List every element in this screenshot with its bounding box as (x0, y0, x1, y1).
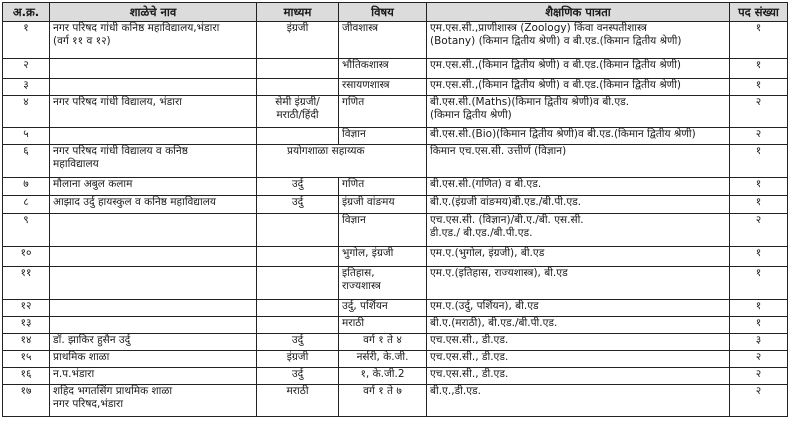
school-line: नगर परिषद गांधी कनिष्ठ महाविद्यालय,भंडारा (53, 22, 220, 34)
medium-cell: उर्दु (257, 196, 339, 214)
table-row (3, 214, 788, 247)
sr-cell: ३ (3, 79, 50, 96)
table-row (3, 300, 788, 317)
subject-cell: इंग्रजी वांङमय (339, 196, 427, 214)
posts-cell: १ (730, 59, 788, 79)
school-cell: आझाद उर्दु हायस्कुल व कनिष्ठ महाविद्यालय (50, 196, 257, 214)
school-line: (वर्ग ११ व १२) (53, 34, 111, 47)
table-row (3, 267, 788, 300)
posts-cell: ३ (730, 334, 788, 351)
qualification-line: बी.एस.सी.(Maths)(किमान द्वितीय श्रेणी)व बी.एड. (430, 96, 630, 108)
sr-cell: १० (3, 247, 50, 267)
school-cell (50, 385, 257, 417)
medium-cell (257, 300, 339, 317)
school-line: नगर परिषद,भंडारा (53, 397, 124, 410)
school-cell: डॉ. झाकिर हुसैन उर्दु (50, 334, 257, 351)
medium-cell (257, 267, 339, 300)
school-cell: नगर परिषद गांधी विद्यालय, भंडारा (50, 96, 257, 128)
header-medium: माध्यम (257, 3, 339, 22)
table-row (3, 22, 788, 59)
posts-cell: १ (730, 300, 788, 317)
qualification-cell (427, 96, 730, 128)
posts-cell: २ (730, 351, 788, 368)
sr-cell: ११ (3, 267, 50, 300)
posts-cell: २ (730, 214, 788, 247)
qualification-cell: एम.ए.(भुगोल, इंग्रजी), बी.एड (427, 247, 730, 267)
qualification-cell: किमान एच.एस.सी. उत्तीर्ण (विज्ञान) (427, 145, 730, 178)
posts-cell: १ (730, 79, 788, 96)
qualification-cell: बी.एस.सी.(Bio)(किमान द्वितीय श्रेणी)व बी.एड.(किमान द्वितीय श्रेणी) (427, 128, 730, 145)
recruitment-table (2, 2, 788, 417)
qualification-cell: एम.एस.सी.,(किमान द्वितीय श्रेणी) व बी.एड.(किमान द्वितीय श्रेणी) (427, 59, 730, 79)
medium-cell: उर्दु (257, 178, 339, 196)
sr-cell: १६ (3, 368, 50, 385)
subject-cell: मराठी (339, 317, 427, 334)
medium-line: सेमी इंग्रजी/ (275, 96, 320, 108)
school-cell (50, 214, 257, 247)
posts-cell: २ (730, 128, 788, 145)
medium-cell (257, 317, 339, 334)
subject-cell: नर्सरी, के.जी. (339, 351, 427, 368)
sr-cell: ७ (3, 178, 50, 196)
sr-cell: ५ (3, 128, 50, 145)
school-cell: मौलाना अबुल कलाम (50, 178, 257, 196)
sr-cell: १५ (3, 351, 50, 368)
posts-cell: १ (730, 22, 788, 59)
qualification-cell: बी.ए.,डी.एड. (427, 385, 730, 417)
school-line: शहिद भगतसिंग प्राथमिक शाळा (53, 385, 173, 397)
posts-cell: २ (730, 368, 788, 385)
medium-cell (257, 247, 339, 267)
sr-cell: ८ (3, 196, 50, 214)
medium-cell: मराठी (257, 385, 339, 417)
medium-cell (257, 214, 339, 247)
school-cell (50, 59, 257, 79)
table-row (3, 196, 788, 214)
post-title-cell: प्रयोगशाळा सहाय्यक (257, 145, 427, 178)
medium-cell: इंग्रजी (257, 351, 339, 368)
subject-cell: वर्ग १ ते ७ (339, 385, 427, 417)
school-cell (50, 267, 257, 300)
sr-cell: १३ (3, 317, 50, 334)
qualification-cell (427, 22, 730, 59)
table-row (3, 128, 788, 145)
posts-cell: २ (730, 96, 788, 128)
qualification-cell: एम.एस.सी.,(किमान द्वितीय श्रेणी) व बी.एड.(किमान द्वितीय श्रेणी) (427, 79, 730, 96)
subject-cell: जीवशास्त्र (339, 22, 427, 59)
posts-cell: १ (730, 317, 788, 334)
qualification-line: एच.एस.सी. (विज्ञान)/बी.ए./बी. एस.सी. (430, 214, 584, 226)
subject-cell: १, के.जी.2 (339, 368, 427, 385)
posts-cell: १ (730, 145, 788, 178)
school-cell (50, 22, 257, 59)
header-sr: अ.क्र. (3, 3, 50, 22)
medium-cell (257, 128, 339, 145)
posts-cell: १ (730, 196, 788, 214)
subject-cell: विज्ञान (339, 214, 427, 247)
subject-cell: भौतिकशास्त्र (339, 59, 427, 79)
sr-cell: १२ (3, 300, 50, 317)
posts-cell: १ (730, 247, 788, 267)
subject-line: राज्यशास्त्र (342, 279, 381, 292)
recruitment-table-container (2, 2, 788, 417)
table-row (3, 247, 788, 267)
table-row (3, 334, 788, 351)
qualification-line: डी.एड./ बी.एड./बी.पी.एड. (430, 226, 533, 239)
table-row (3, 368, 788, 385)
qualification-cell: एम.ए.(उर्दु, पर्शियन), बी.एड (427, 300, 730, 317)
posts-cell: १ (730, 178, 788, 196)
header-school: शाळेचे नाव (50, 3, 257, 22)
header-row (3, 3, 788, 22)
header-qualification: शैक्षणिक पात्रता (427, 3, 730, 22)
table-row (3, 145, 788, 178)
table-row (3, 317, 788, 334)
school-cell (50, 128, 257, 145)
qualification-line: (Botany) (किमान द्वितीय श्रेणी) व बी.एड.(किमान द्वितीय श्रेणी) (430, 34, 682, 47)
qualification-cell: बी.एस.सी.(गणित) व बी.एड. (427, 178, 730, 196)
sr-cell: ६ (3, 145, 50, 178)
qualification-cell: एच.एस.सी., डी.एड. (427, 351, 730, 368)
school-cell (50, 317, 257, 334)
subject-line: इतिहास, (342, 267, 375, 279)
table-row (3, 351, 788, 368)
sr-cell: ९ (3, 214, 50, 247)
medium-cell (257, 96, 339, 128)
medium-cell: उर्दु (257, 368, 339, 385)
subject-cell: गणित (339, 178, 427, 196)
subject-cell: विज्ञान (339, 128, 427, 145)
table-row (3, 178, 788, 196)
medium-cell: उर्दु (257, 334, 339, 351)
subject-cell (339, 267, 427, 300)
subject-cell: गणित (339, 96, 427, 128)
sr-cell: ४ (3, 96, 50, 128)
header-subject: विषय (339, 3, 427, 22)
school-cell (50, 300, 257, 317)
table-row (3, 79, 788, 96)
sr-cell: १ (3, 22, 50, 59)
qualification-line: एम.एस.सी.,प्राणीशास्त्र (Zoology) किंवा वनस्पतीशास्त्र (430, 22, 647, 34)
school-cell: न.प.भंडारा (50, 368, 257, 385)
medium-cell: इंग्रजी (257, 22, 339, 59)
posts-cell: २ (730, 385, 788, 417)
medium-cell (257, 59, 339, 79)
school-line: महाविद्यालय (53, 157, 99, 170)
table-row (3, 59, 788, 79)
school-cell: प्राथमिक शाळा (50, 351, 257, 368)
header-posts: पद संख्या (730, 3, 788, 22)
qualification-cell: बी.ए.(मराठी), बी.एड./बी.पी.एड. (427, 317, 730, 334)
subject-cell: भुगोल, इंग्रजी (339, 247, 427, 267)
qualification-cell: बी.ए.(इंग्रजी वांङमय)बी.एड./बी.पी.एड. (427, 196, 730, 214)
school-cell (50, 79, 257, 96)
subject-cell: वर्ग १ ते ४ (339, 334, 427, 351)
table-row (3, 385, 788, 417)
medium-line: मराठी/हिंदी (276, 108, 319, 121)
qualification-cell: एच.एस.सी., डी.एड. (427, 334, 730, 351)
posts-cell: १ (730, 267, 788, 300)
qualification-cell (427, 214, 730, 247)
sr-cell: १४ (3, 334, 50, 351)
table-row (3, 96, 788, 128)
medium-cell (257, 79, 339, 96)
sr-cell: २ (3, 59, 50, 79)
school-line: नगर परिषद गांधी विद्यालय व कनिष्ठ (53, 145, 188, 157)
subject-cell: उर्दु, पर्शियन (339, 300, 427, 317)
subject-cell: रसायणशास्त्र (339, 79, 427, 96)
school-cell (50, 145, 257, 178)
qualification-cell: एच.एस.सी., डी.एड. (427, 368, 730, 385)
sr-cell: १७ (3, 385, 50, 417)
school-cell (50, 247, 257, 267)
qualification-cell: एम.ए.(इतिहास, राज्यशास्त्र), बी.एड (427, 267, 730, 300)
qualification-line: (किमान द्वितीय श्रेणी) (430, 108, 512, 121)
